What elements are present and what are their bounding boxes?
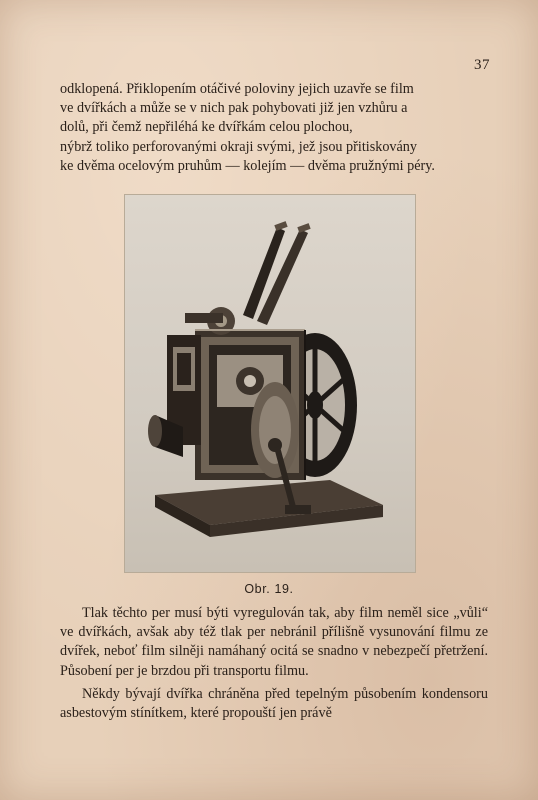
text-line: nýbrž toliko perforovanými okraji svými, jež jsou přitiskovány: [60, 138, 417, 155]
page-number: 37: [474, 57, 490, 73]
paragraph: Někdy bývají dvířka chráněna před tepelným působením kondensoru asbestovým stínítkem, které propouští jen právě: [60, 685, 488, 722]
paragraph: Tlak těchto per musí býti vyregulován tak, aby film neměl sice „vůli“ ve dvířkách, avšak aby též tlak per nebránil přílišně vysunování filmu ze dvířek, neboť film silněji namáhaný ocitá se snadno v nebezpečí přetržení. Působení per je brzdou při transportu filmu.: [60, 605, 488, 679]
text-line: ke dvěma ocelovým pruhům — kolejím — dvěma pružnými péry.: [60, 157, 435, 174]
text-line: ve dvířkách a může se v nich pak pohybovati již jen vzhůru a: [60, 100, 408, 117]
top-paragraph: [60, 80, 488, 176]
text-line: dolů, při čemž nepřiléhá ke dvířkám celou plochou,: [60, 119, 353, 136]
projector-photograph: [124, 194, 416, 573]
bottom-text: [60, 604, 488, 727]
text-line: odklopená. Přiklopením otáčivé poloviny jejich uzavře se film: [60, 81, 414, 97]
figure-caption: Obr. 19.: [244, 582, 294, 596]
projector-illustration: [125, 195, 415, 572]
